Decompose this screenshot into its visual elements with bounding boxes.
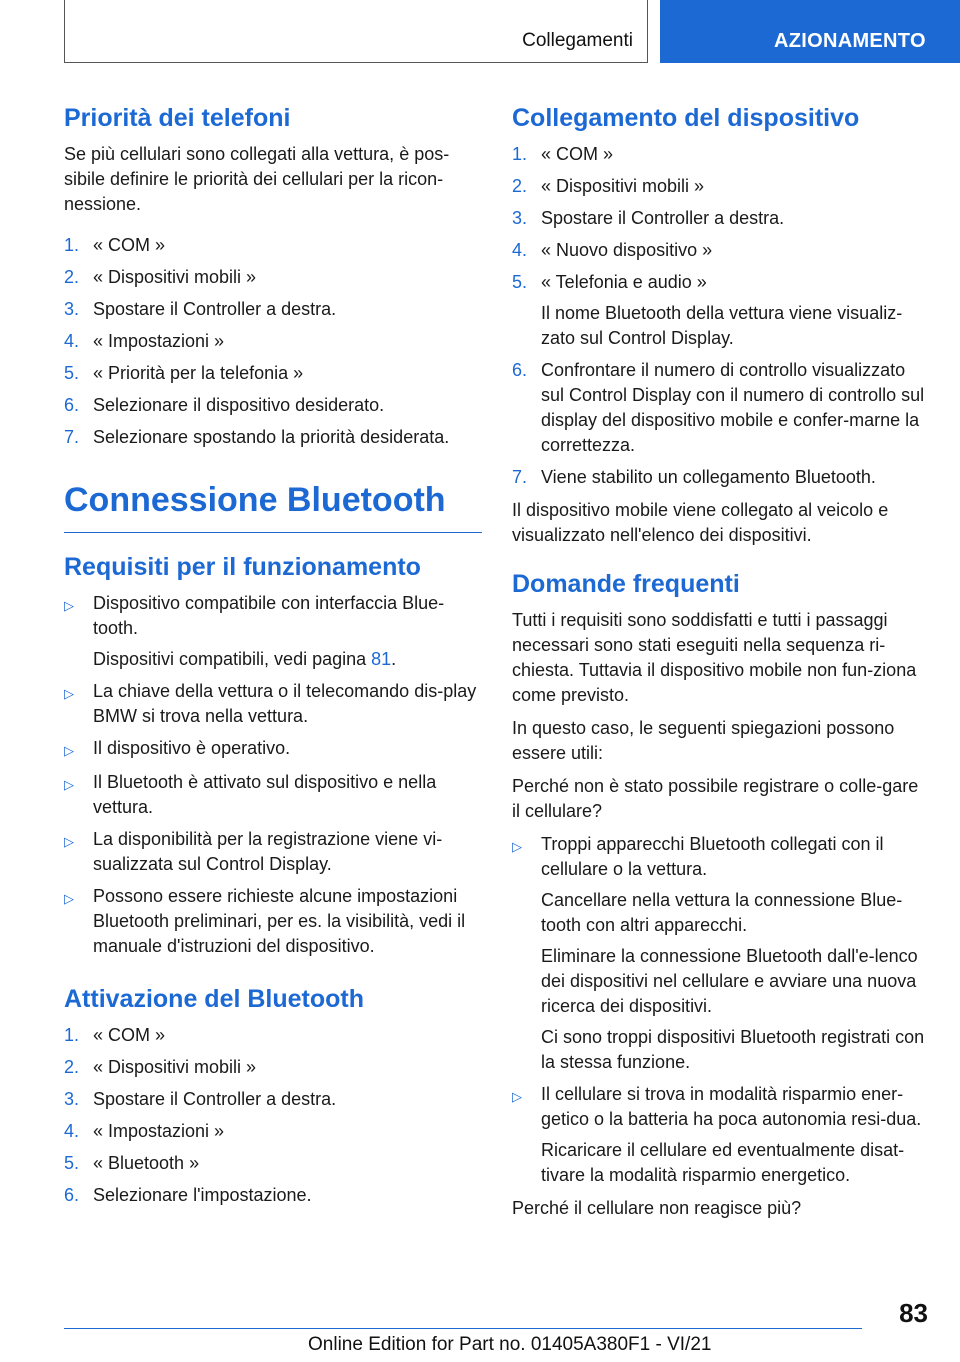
activation-steps <box>64 1023 482 1208</box>
step-item <box>64 1087 482 1112</box>
page-number: 83 <box>899 1298 928 1328</box>
step-text: « Bluetooth » <box>93 1153 200 1173</box>
step-item <box>64 329 482 354</box>
list-item <box>64 884 482 959</box>
step-number: 2. <box>64 267 80 287</box>
step-note: Il nome Bluetooth della vettura viene visualiz-zato sul Control Display. <box>541 303 903 348</box>
step-text: « Dispositivi mobili » <box>93 267 257 287</box>
faq-answer: Il cellulare si trova in modalità risparmio ener-getico o la batteria ha poca autonomia resi-dua. <box>541 1084 922 1129</box>
triangle-bullet-icon: ▷ <box>64 743 74 758</box>
note-text: Dispositivi compatibili, vedi pagina <box>93 649 372 669</box>
priority-intro: Se più cellulari sono collegati alla vettura, è pos-sibile definire le priorità dei cellulari per la ricon-nessione. <box>64 144 450 214</box>
step-item <box>512 206 930 231</box>
step-number: 4. <box>64 331 80 351</box>
list-item <box>64 827 482 877</box>
requirement-text: Il Bluetooth è attivato sul dispositivo e nella vettura. <box>93 772 437 817</box>
list-item <box>64 736 482 763</box>
step-number: 3. <box>64 299 80 319</box>
faq-list <box>512 832 930 1188</box>
step-number: 3. <box>64 1089 80 1109</box>
step-number: 5. <box>64 1153 80 1173</box>
list-item <box>64 679 482 729</box>
step-number: 4. <box>512 240 528 260</box>
requirement-text: La chiave della vettura o il telecomando dis-play BMW si trova nella vettura. <box>93 681 477 726</box>
step-item <box>64 233 482 258</box>
right-column <box>512 100 930 1229</box>
heading-device-connection: Collegamento del dispositivo <box>512 104 860 132</box>
requirement-text: La disponibilità per la registrazione viene vi-sualizzata sul Control Display. <box>93 829 443 874</box>
list-item <box>512 832 930 1075</box>
step-text: « Impostazioni » <box>93 1121 225 1141</box>
step-number: 1. <box>64 235 80 255</box>
step-item <box>512 174 930 199</box>
heading-faq: Domande frequenti <box>512 570 740 598</box>
list-item <box>512 1082 930 1188</box>
step-number: 6. <box>64 395 80 415</box>
step-item <box>512 270 930 351</box>
step-text: Selezionare il dispositivo desiderato. <box>93 395 385 415</box>
step-item <box>64 361 482 386</box>
step-number: 3. <box>512 208 528 228</box>
triangle-bullet-icon: ▷ <box>512 1089 522 1104</box>
triangle-bullet-icon: ▷ <box>64 686 74 701</box>
step-text: Selezionare spostando la priorità desiderata. <box>93 427 450 447</box>
header-chapter-tab <box>660 0 960 63</box>
left-column <box>64 100 482 1216</box>
step-text: Spostare il Controller a destra. <box>93 1089 337 1109</box>
step-item <box>64 1119 482 1144</box>
chapter-title: AZIONAMENTO <box>774 30 926 52</box>
faq-answer-note: Ricaricare il cellulare ed eventualmente disat-tivare la modalità risparmio energetico. <box>541 1140 905 1185</box>
step-text: Confrontare il numero di controllo visualizzato sul Control Display con il numero di controllo sul display del dispositivo mobile e confer-marne la correttezza. <box>541 360 925 455</box>
page-link[interactable]: 81 <box>371 649 392 669</box>
faq-question: Perché non è stato possibile registrare o colle-gare il cellulare? <box>512 776 919 821</box>
step-number: 1. <box>512 144 528 164</box>
step-text: « COM » <box>93 1025 166 1045</box>
step-text: « Dispositivi mobili » <box>93 1057 257 1077</box>
step-text: « Dispositivi mobili » <box>541 176 705 196</box>
step-number: 1. <box>64 1025 80 1045</box>
triangle-bullet-icon: ▷ <box>64 598 74 613</box>
header-section-tab <box>64 0 648 63</box>
step-text: Spostare il Controller a destra. <box>541 208 785 228</box>
step-item <box>64 1023 482 1048</box>
step-text: « COM » <box>541 144 614 164</box>
heading-activation: Attivazione del Bluetooth <box>64 985 364 1013</box>
step-item <box>64 1055 482 1080</box>
faq-question: Perché il cellulare non reagisce più? <box>512 1198 802 1218</box>
step-item <box>512 465 930 490</box>
heading-requirements: Requisiti per il funzionamento <box>64 553 421 581</box>
step-number: 6. <box>512 360 528 380</box>
step-number: 2. <box>64 1057 80 1077</box>
step-number: 5. <box>64 363 80 383</box>
faq-answer-note: Cancellare nella vettura la connessione Blue-tooth con altri apparecchi. <box>541 890 903 935</box>
heading-bluetooth-connection: Connessione Bluetooth <box>64 478 482 533</box>
triangle-bullet-icon: ▷ <box>512 839 522 854</box>
connection-outro: Il dispositivo mobile viene collegato al veicolo e visualizzato nell'elenco dei dispositivi. <box>512 500 889 545</box>
step-number: 7. <box>64 427 80 447</box>
step-number: 4. <box>64 1121 80 1141</box>
step-number: 7. <box>512 467 528 487</box>
step-number: 5. <box>512 272 528 292</box>
requirement-text: Dispositivo compatibile con interfaccia Blue-tooth. <box>93 593 445 638</box>
step-text: « Impostazioni » <box>93 331 225 351</box>
step-item <box>512 142 930 167</box>
step-item <box>512 358 930 458</box>
requirement-text: Il dispositivo è operativo. <box>93 738 291 758</box>
step-item <box>64 297 482 322</box>
step-item <box>64 265 482 290</box>
faq-answer: Troppi apparecchi Bluetooth collegati con il cellulare o la vettura. <box>541 834 884 879</box>
step-text: « Nuovo dispositivo » <box>541 240 713 260</box>
requirements-list <box>64 591 482 959</box>
step-number: 6. <box>64 1185 80 1205</box>
step-text: Spostare il Controller a destra. <box>93 299 337 319</box>
section-title: Collegamenti <box>522 30 633 51</box>
step-item <box>512 238 930 263</box>
step-item <box>64 1151 482 1176</box>
step-text: « Priorità per la telefonia » <box>93 363 304 383</box>
triangle-bullet-icon: ▷ <box>64 777 74 792</box>
requirement-note <box>93 647 482 672</box>
priority-steps <box>64 233 482 450</box>
list-item <box>64 770 482 820</box>
faq-answer-note: Eliminare la connessione Bluetooth dall'e-lenco dei dispositivi nel cellulare e avviare una nuova ricerca dei dispositivi. <box>541 946 918 1016</box>
triangle-bullet-icon: ▷ <box>64 891 74 906</box>
heading-priority: Priorità dei telefoni <box>64 104 291 132</box>
step-text: « COM » <box>93 235 166 255</box>
step-number: 2. <box>512 176 528 196</box>
step-item <box>64 393 482 418</box>
note-suffix: . <box>391 649 397 669</box>
faq-paragraph: Tutti i requisiti sono soddisfatti e tutti i passaggi necessari sono stati eseguiti nella sequenza ri-chiesta. Tuttavia il dispositivo mobile non fun-ziona come previsto. <box>512 610 917 705</box>
list-item <box>64 591 482 672</box>
faq-paragraph: In questo caso, le seguenti spiegazioni possono essere utili: <box>512 718 895 763</box>
step-text: Viene stabilito un collegamento Bluetooth. <box>541 467 876 487</box>
triangle-bullet-icon: ▷ <box>64 834 74 849</box>
footer-edition: Online Edition for Part no. 01405A380F1 - VI/21 <box>308 1334 712 1355</box>
step-item <box>64 425 482 450</box>
faq-answer-note: Ci sono troppi dispositivi Bluetooth registrati con la stessa funzione. <box>541 1027 925 1072</box>
requirement-text: Possono essere richieste alcune impostazioni Bluetooth preliminari, per es. la visibilità, vedi il manuale d'istruzioni del dispositivo. <box>93 886 466 956</box>
step-item <box>64 1183 482 1208</box>
step-text: Selezionare l'impostazione. <box>93 1185 312 1205</box>
connection-steps <box>512 142 930 490</box>
step-text: « Telefonia e audio » <box>541 272 707 292</box>
footer-divider <box>64 1328 862 1329</box>
